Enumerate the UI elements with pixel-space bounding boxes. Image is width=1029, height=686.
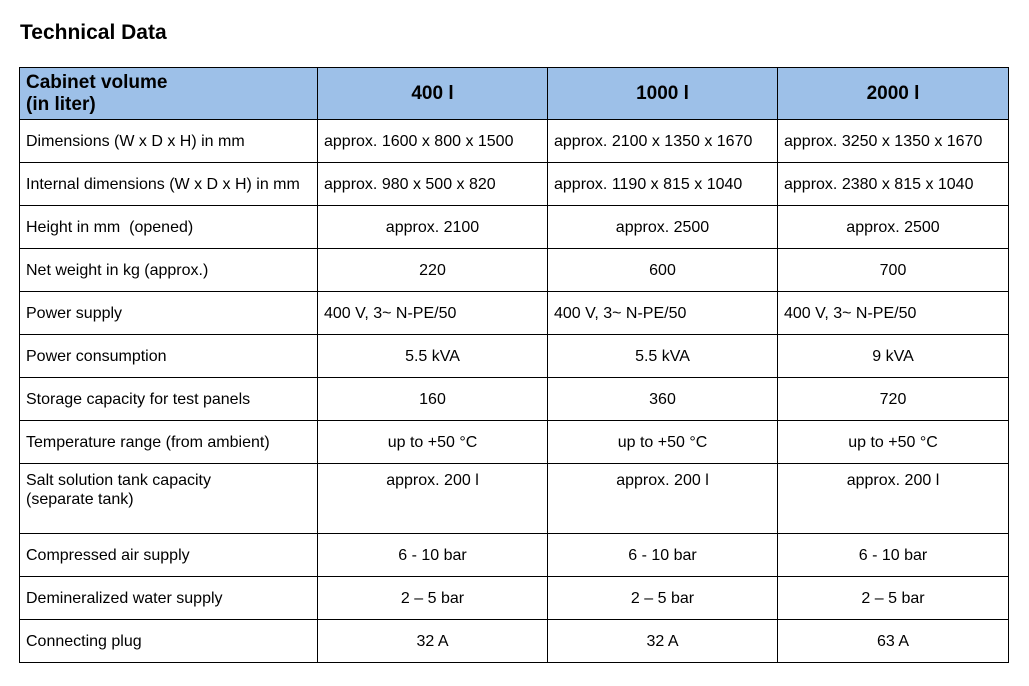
table-cell: approx. 2100 x 1350 x 1670 — [548, 120, 778, 163]
table-cell: up to +50 °C — [778, 421, 1009, 464]
header-col-400: 400 l — [318, 68, 548, 120]
table-row — [20, 577, 1009, 620]
table-row — [20, 534, 1009, 577]
table-cell: 2 – 5 bar — [318, 577, 548, 620]
table-cell: up to +50 °C — [318, 421, 548, 464]
table-cell: 63 A — [778, 620, 1009, 663]
row-label-line2: (separate tank) — [26, 491, 134, 508]
technical-data-table — [19, 67, 1009, 663]
table-cell: 5.5 kVA — [318, 335, 548, 378]
table-cell: 400 V, 3~ N-PE/50 — [318, 292, 548, 335]
header-label-line1: Cabinet volume — [26, 71, 168, 93]
row-label: Dimensions (W x D x H) in mm — [20, 120, 318, 163]
row-label — [20, 464, 318, 534]
table-cell: 220 — [318, 249, 548, 292]
header-col-2000: 2000 l — [778, 68, 1009, 120]
table-cell: approx. 2500 — [778, 206, 1009, 249]
row-label: Storage capacity for test panels — [20, 378, 318, 421]
table-cell: 2 – 5 bar — [778, 577, 1009, 620]
table-cell: 9 kVA — [778, 335, 1009, 378]
table-cell: 700 — [778, 249, 1009, 292]
table-cell: approx. 2380 x 815 x 1040 — [778, 163, 1009, 206]
table-cell: approx. 200 l — [318, 464, 548, 534]
table-header-row — [20, 68, 1009, 120]
row-label: Height in mm (opened) — [20, 206, 318, 249]
table-cell: 360 — [548, 378, 778, 421]
row-label: Net weight in kg (approx.) — [20, 249, 318, 292]
table-cell: approx. 200 l — [548, 464, 778, 534]
header-label-cell — [20, 68, 318, 120]
table-cell: 400 V, 3~ N-PE/50 — [548, 292, 778, 335]
table-cell: 32 A — [318, 620, 548, 663]
table-cell: 600 — [548, 249, 778, 292]
table-cell: 400 V, 3~ N-PE/50 — [778, 292, 1009, 335]
table-cell: 6 - 10 bar — [548, 534, 778, 577]
row-label: Internal dimensions (W x D x H) in mm — [20, 163, 318, 206]
table-row — [20, 292, 1009, 335]
row-label: Connecting plug — [20, 620, 318, 663]
row-label: Power consumption — [20, 335, 318, 378]
row-label-line1: Salt solution tank capacity — [26, 472, 211, 489]
row-label: Demineralized water supply — [20, 577, 318, 620]
table-cell: 32 A — [548, 620, 778, 663]
table-row — [20, 249, 1009, 292]
row-label: Power supply — [20, 292, 318, 335]
table-row — [20, 620, 1009, 663]
table-cell: approx. 1600 x 800 x 1500 — [318, 120, 548, 163]
table-row — [20, 421, 1009, 464]
table-cell: 6 - 10 bar — [318, 534, 548, 577]
header-label-line2: (in liter) — [26, 93, 96, 115]
table-row — [20, 163, 1009, 206]
table-cell: approx. 2100 — [318, 206, 548, 249]
table-cell: up to +50 °C — [548, 421, 778, 464]
table-row — [20, 206, 1009, 249]
table-cell: 720 — [778, 378, 1009, 421]
table-cell: 2 – 5 bar — [548, 577, 778, 620]
table-row — [20, 464, 1009, 534]
table-row — [20, 335, 1009, 378]
table-cell: approx. 980 x 500 x 820 — [318, 163, 548, 206]
table-cell: 160 — [318, 378, 548, 421]
table-cell: approx. 200 l — [778, 464, 1009, 534]
table-row — [20, 378, 1009, 421]
row-label: Compressed air supply — [20, 534, 318, 577]
header-col-1000: 1000 l — [548, 68, 778, 120]
table-cell: approx. 3250 x 1350 x 1670 — [778, 120, 1009, 163]
table-cell: approx. 2500 — [548, 206, 778, 249]
table-cell: approx. 1190 x 815 x 1040 — [548, 163, 778, 206]
table-cell: 6 - 10 bar — [778, 534, 1009, 577]
table-cell: 5.5 kVA — [548, 335, 778, 378]
row-label: Temperature range (from ambient) — [20, 421, 318, 464]
page-title: Technical Data — [20, 21, 167, 44]
table-row — [20, 120, 1009, 163]
